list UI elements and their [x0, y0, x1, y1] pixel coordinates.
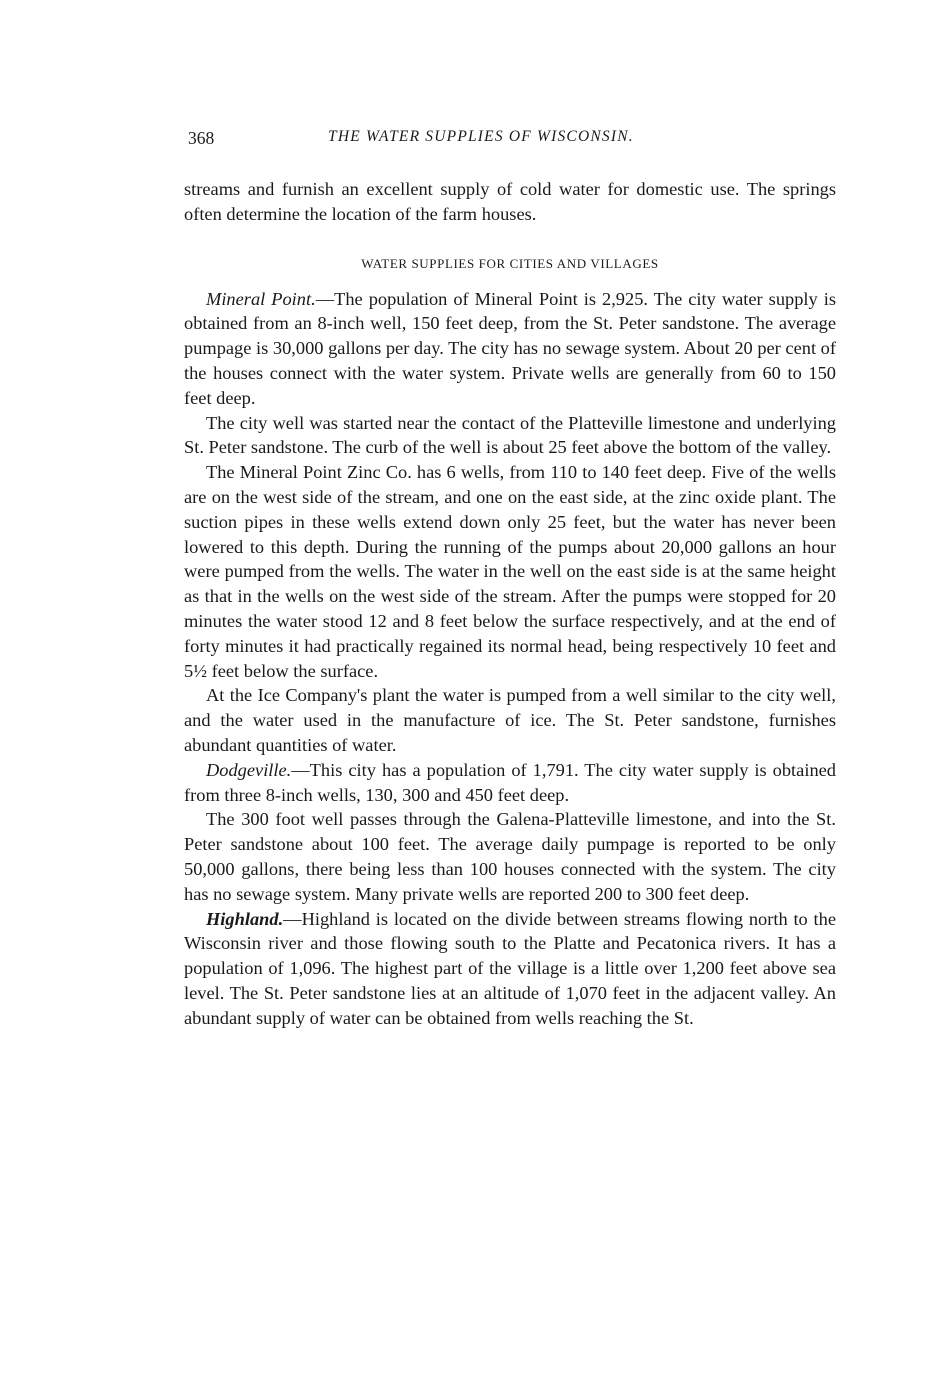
place-name-highland: Highland.: [206, 908, 284, 929]
intro-paragraph: streams and furnish an excellent supply of cold water for domestic use. The springs often determine the location of the farm houses.: [184, 179, 836, 224]
paragraph-zinc-co: The Mineral Point Zinc Co. has 6 wells, from 110 to 140 feet deep. Five of the wells are on the west side of the stream, and one on the east side, at the zinc oxide plant. The suction pipes in these wells extend down only 25 feet, but the water has never been lowered to this depth. During the running of the pumps about 20,000 gallons an hour were pumped from the wells. The water in the well on the east side is at the same height as that in the wells on the west side of the stream. After the pumps were stopped for 20 minutes the water stood 12 and 8 feet below the surface respectively, and at the end of forty minutes it had practically regained its normal head, being respectively 10 feet and 5½ feet below the surface.: [184, 462, 836, 681]
page-header: [188, 128, 838, 154]
paragraph-mineral-point-text: —The population of Mineral Point is 2,925. The city water supply is obtained from an 8-inch well, 150 feet deep, from the St. Peter sandstone. The average pumpage is 30,000 gallons per day. The city has no sewage system. About 20 per cent of the houses connect with the water system. Private wells are generally from 60 to 150 feet deep.: [184, 288, 836, 408]
paragraph-ice-company: At the Ice Company's plant the water is pumped from a well similar to the city well, and the water used in the manufacture of ice. The St. Peter sandstone, furnishes abundant quantities of water.: [184, 685, 836, 755]
section-heading: WATER SUPPLIES FOR CITIES AND VILLAGES: [361, 255, 659, 271]
paragraph-highland: [184, 907, 836, 1031]
place-name-mineral-point: Mineral Point.: [206, 288, 316, 309]
paragraph-dodgeville: [184, 758, 836, 808]
page-number: 368: [188, 128, 215, 148]
paragraph-city-well: The city well was started near the contact of the Platteville limestone and underlying St. Peter sandstone. The curb of the well is about 25 feet above the bottom of the valley.: [184, 412, 836, 458]
paragraph-dodgeville-text: —This city has a population of 1,791. The city water supply is obtained from three 8-inch wells, 130, 300 and 450 feet deep.: [184, 759, 836, 805]
place-name-dodgeville: Dodgeville.: [206, 759, 292, 780]
paragraph-highland-text: —Highland is located on the divide between streams flowing north to the Wisconsin river and those flowing south to the Platte and Pecatonica rivers. It has a population of 1,096. The highest part of the village is a little over 1,200 feet above sea level. The St. Peter sandstone lies at an altitude of 1,070 feet in the adjacent valley. An abundant supply of water can be obtained from wells reaching the St.: [184, 908, 836, 1028]
body-text: [184, 177, 836, 1031]
paragraph-300-foot-well: The 300 foot well passes through the Galena-Platteville limestone, and into the St. Peter sandstone about 100 feet. The average daily pumpage is reported to be only 50,000 gallons, there being less than 100 houses connected with the system. The city has no sewage system. Many private wells are reported 200 to 300 feet deep.: [184, 809, 836, 904]
running-title: THE WATER SUPPLIES OF WISCONSIN.: [328, 128, 634, 145]
paragraph-mineral-point: [184, 287, 836, 411]
